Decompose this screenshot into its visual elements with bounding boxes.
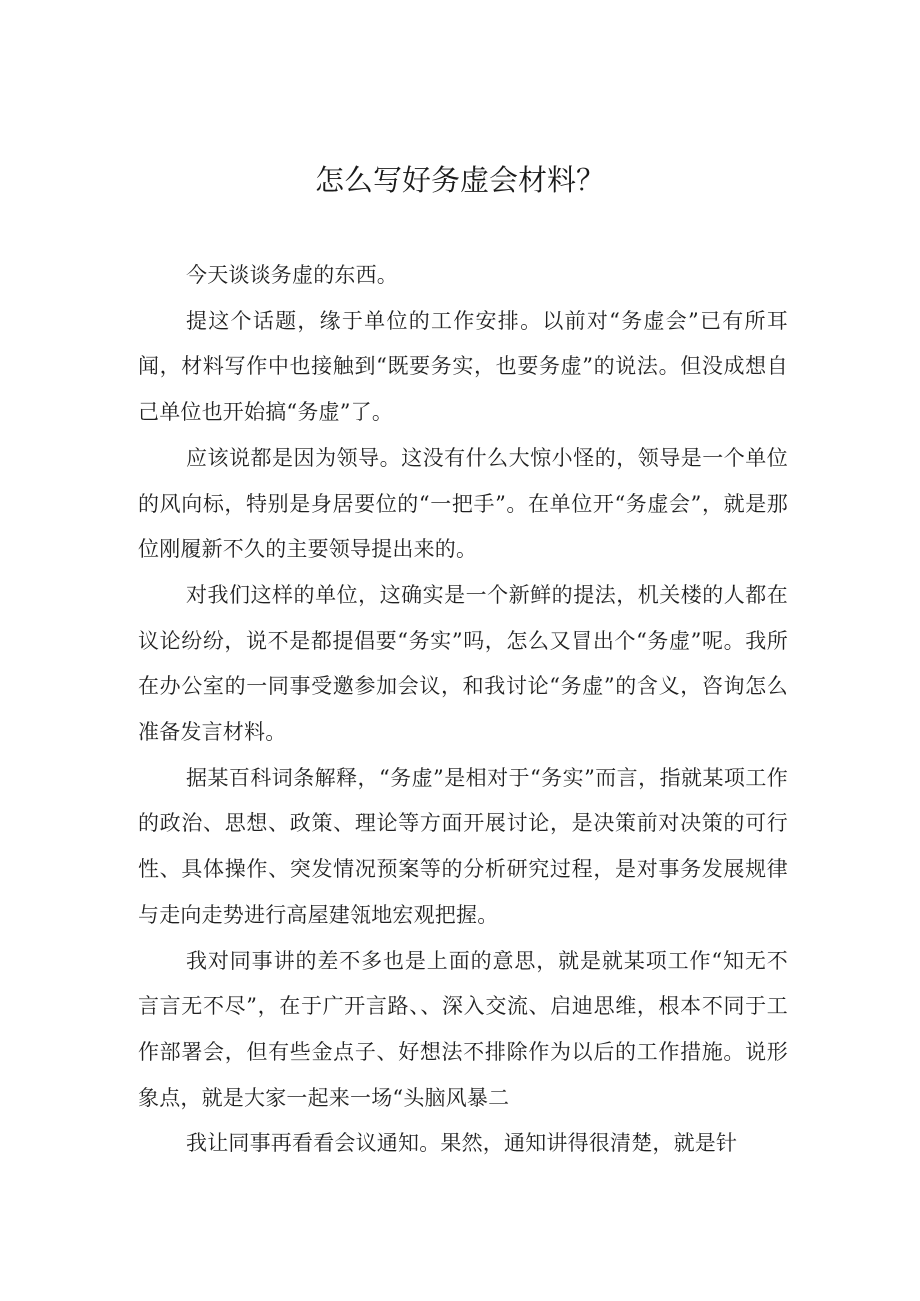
paragraph-1: 今天谈谈务虚的东西。 xyxy=(186,263,398,287)
document-body xyxy=(138,253,788,1167)
paragraph-2: 提这个话题，缘于单位的工作安排。以前对“务虚会”已有所耳闻，材料写作中也接触到“既要务实，也要务虚”的说法。但没成想自己单位也开始搞“务虚”了。 xyxy=(138,308,788,425)
paragraph-6: 我对同事讲的差不多也是上面的意思，就是就某项工作“知无不言言无不尽”，在于广开言路、、深入交流、启迪思维，根本不同于工作部署会，但有些金点子、好想法不排除作为以后的工作措施。说形象点，就是大家一起来一场“头脑风暴二 xyxy=(138,948,788,1110)
paragraph-5: 据某百科词条解释，“务虚”是相对于“务实”而言，指就某项工作的政治、思想、政策、理论等方面开展讨论，是决策前对决策的可行性、具体操作、突发情况预案等的分析研究过程，是对事务发展规律与走向走势进行高屋建瓴地宏观把握。 xyxy=(138,765,788,927)
paragraph-4: 对我们这样的单位，这确实是一个新鲜的提法，机关楼的人都在议论纷纷，说不是都提倡要“务实”吗，怎么又冒出个“务虚”呢。我所在办公室的一同事受邀参加会议，和我讨论“务虚”的含义，咨询怎么准备发言材料。 xyxy=(138,582,788,745)
paragraph-3: 应该说都是因为领导。这没有什么大惊小怪的，领导是一个单位的风向标，特别是身居要位的“一把手”。在单位开“务虚会”，就是那位刚履新不久的主要领导提出来的。 xyxy=(138,445,788,562)
paragraph-7: 我让同事再看看会议通知。果然，通知讲得很清楚，就是针 xyxy=(186,1131,738,1156)
document-title: 怎么写好务虚会材料？ xyxy=(314,163,605,197)
